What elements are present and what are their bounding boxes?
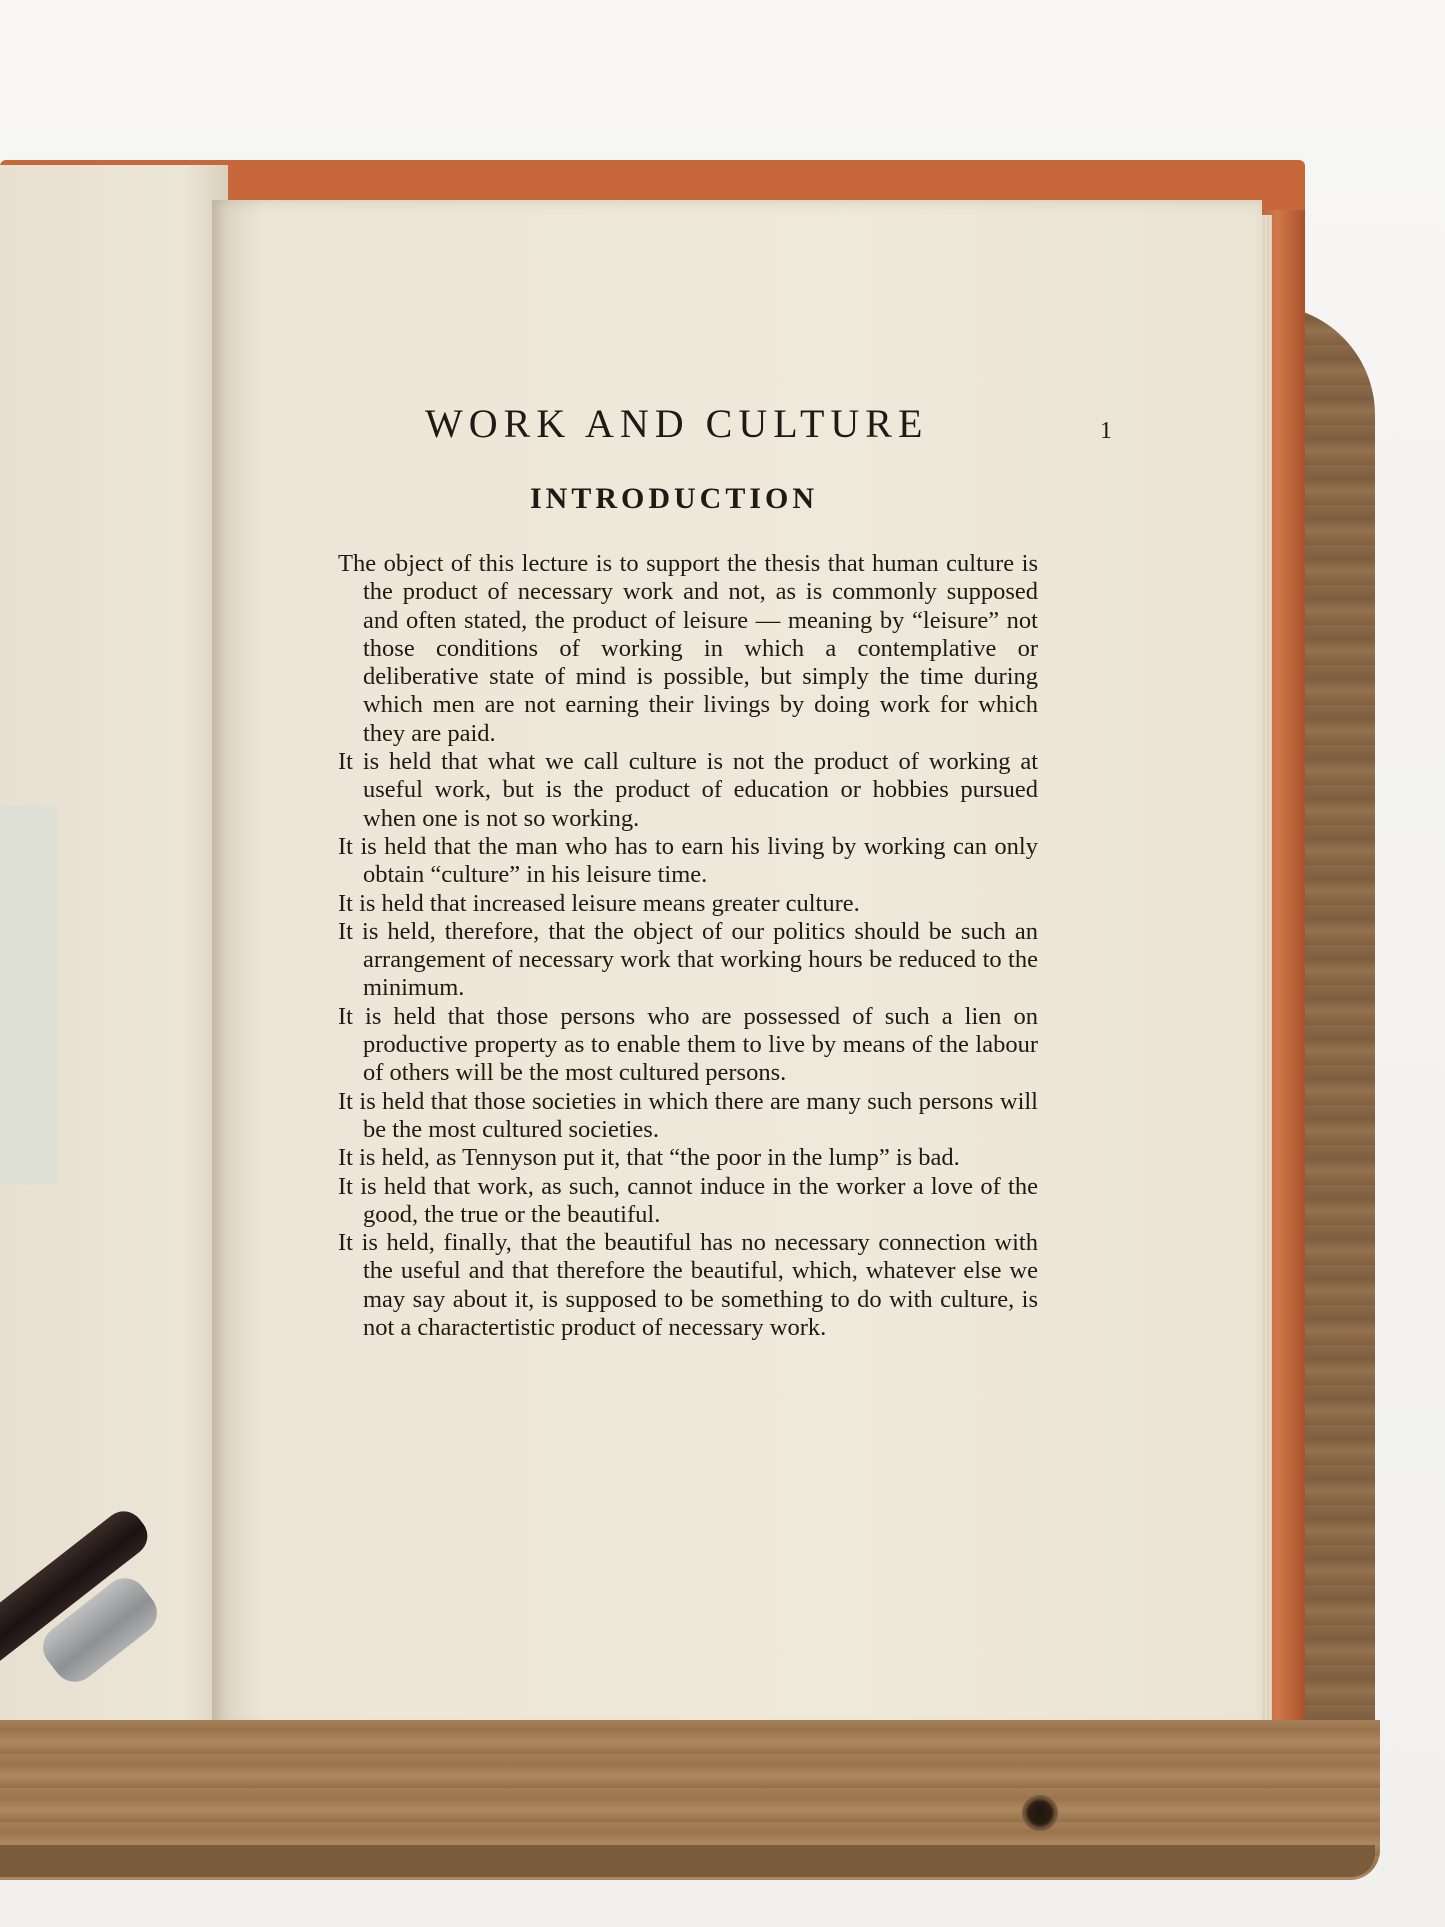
page-number: 1: [1100, 418, 1112, 444]
paragraph: It is held, as Tennyson put it, that “the poor in the lump” is bad.: [338, 1144, 960, 1172]
book-stand-ledge-face: [0, 1845, 1375, 1877]
paragraph: It is held that the man who has to earn his living by working can only obtain “culture” in his leisure time.: [338, 832, 1038, 889]
paragraph: It is held, therefore, that the object of our politics should be such an arrangement of necessary work that working hours be reduced to the minimum.: [338, 917, 1038, 1002]
paragraph: It is held that those persons who are possessed of such a lien on productive property as to enable them to live by means of the labour of others will be the most cultured persons.: [338, 1002, 1038, 1087]
running-head: WORK AND CULTURE: [425, 401, 929, 446]
paragraph: It is held, finally, that the beautiful has no necessary connection with the useful and that therefore the beautiful, which, whatever else we may say about it, is supposed to be something to do with culture, is not a charactertistic product of necessary work.: [338, 1229, 1038, 1342]
page-edge: [1262, 215, 1272, 1730]
paragraph: It is held that those societies in which there are many such persons will be the most cultured societies.: [338, 1087, 1038, 1143]
body-text: [338, 550, 1038, 1342]
paragraph: It is held that work, as such, cannot induce in the worker a love of the good, the true or the beautiful.: [338, 1172, 1038, 1228]
paragraph: It is held that what we call culture is not the product of working at useful work, but is the product of education or hobbies pursued when one is not so working.: [338, 748, 1038, 832]
left-page-plate: [0, 805, 58, 1185]
paragraph: It is held that increased leisure means greater culture.: [338, 889, 860, 917]
paragraph: The object of this lecture is to support the thesis that human culture is the product of necessary work and not, as is commonly supposed and often stated, the product of leisure — meaning by “leisure” not those conditions of working in which a contemplative or deliberative state of mind is possible, but simply the time during which men are not earning their livings by doing work for which they are paid.: [338, 550, 1038, 747]
stand-hole-icon: [1022, 1795, 1058, 1831]
section-heading: INTRODUCTION: [530, 482, 819, 515]
left-page: [0, 165, 228, 1734]
